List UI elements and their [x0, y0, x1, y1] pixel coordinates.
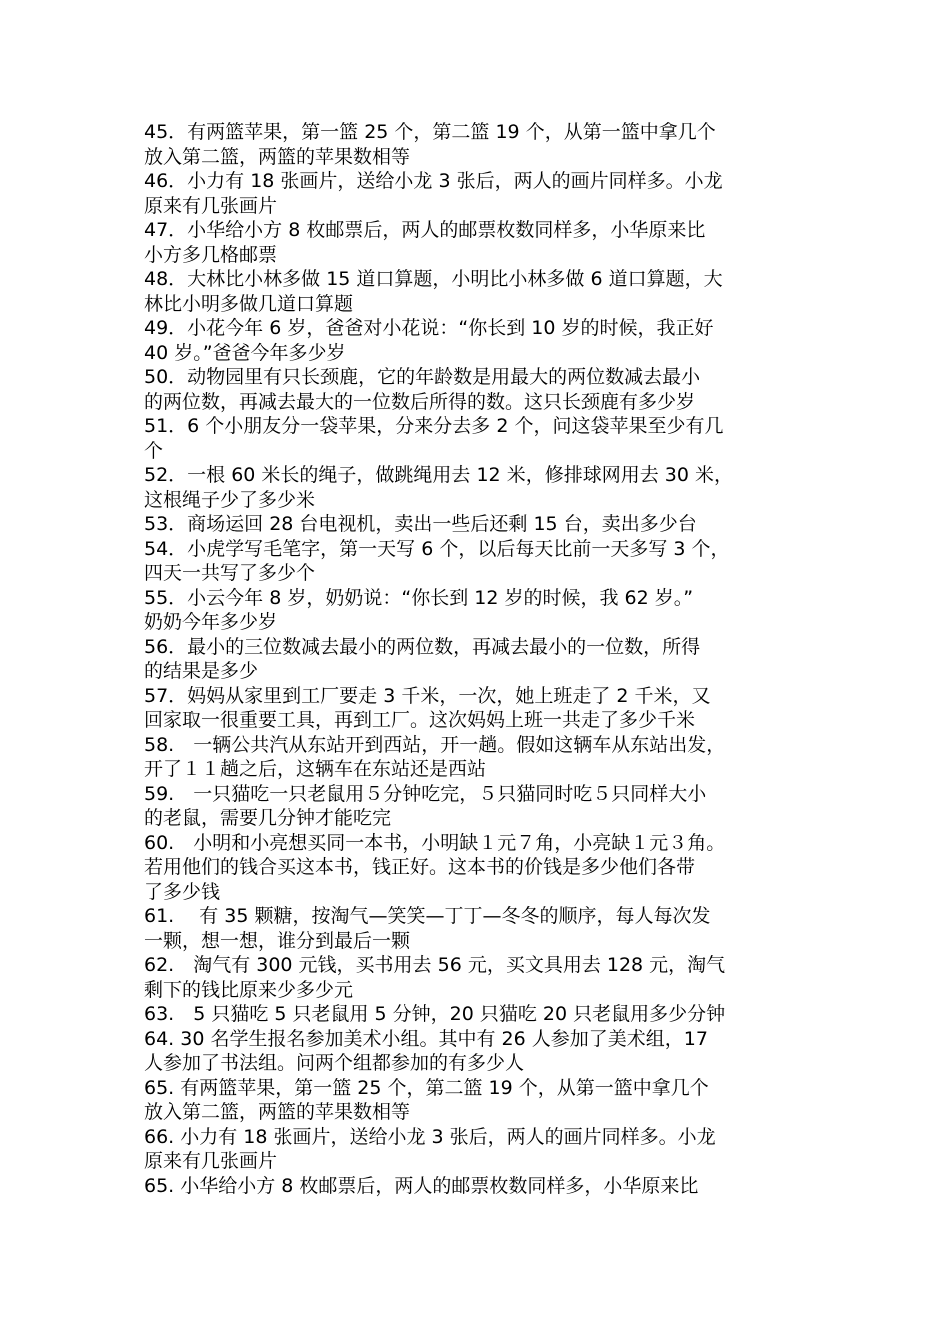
problem-line: 回家取一很重要工具，再到工厂。这次妈妈上班一共走了多少千米	[144, 709, 696, 731]
problem-line: 60. 小明和小亮想买同一本书，小明缺１元７角，小亮缺１元３角。	[144, 831, 726, 854]
problem-line: 61. 有 35 颗糖，按淘气—笑笑—丁丁—冬冬的顺序，每人每次发	[144, 905, 711, 927]
problem-line: 54．小虎学写毛笔字，第一天写 6 个，以后每天比前一天多写 3 个，	[144, 537, 730, 560]
problem-line: 原来有几张画片	[144, 1150, 278, 1172]
problem-line: 65. 小华给小方 8 枚邮票后，两人的邮票枚数同样多，小华原来比	[144, 1174, 699, 1197]
problem-line: 剩下的钱比原来少多少元	[144, 978, 354, 1001]
problem-item	[144, 733, 824, 782]
problem-line: 52．一根 60 米长的绳子，做跳绳用去 12 米，修排球网用去 30 米，	[144, 464, 733, 486]
problem-line: 66. 小力有 18 张画片，送给小龙 3 张后，两人的画片同样多。小龙	[144, 1125, 716, 1148]
problem-line: 49．小花今年 6 岁，爸爸对小花说：“你长到 10 岁的时候，我正好	[144, 317, 714, 339]
problem-item	[144, 1002, 824, 1027]
problem-line: 的两位数，再减去最大的一位数后所得的数。这只长颈鹿有多少岁	[144, 390, 696, 413]
problem-line: 开了１１趟之后，这辆车在东站还是西站	[144, 758, 487, 780]
problem-line: 原来有几张画片	[144, 194, 278, 217]
problem-line: 林比小明多做几道口算题	[144, 292, 354, 315]
problem-line: 奶奶今年多少岁	[144, 611, 278, 633]
problem-item	[144, 831, 824, 905]
problem-line: 的老鼠，需要几分钟才能吃完	[144, 807, 392, 829]
problem-line: 56．最小的三位数减去最小的两位数，再减去最小的一位数，所得	[144, 635, 701, 658]
problem-line: 62. 淘气有 300 元钱，买书用去 56 元，买文具用去 128 元，淘气	[144, 954, 726, 976]
problem-line: 放入第二篮，两篮的苹果数相等	[144, 1101, 411, 1123]
problem-item	[144, 586, 824, 635]
problem-line: 这根绳子少了多少米	[144, 488, 316, 511]
problem-item	[144, 684, 824, 733]
problem-item	[144, 1125, 824, 1174]
problem-item	[144, 365, 824, 414]
problem-line: 55．小云今年 8 岁，奶奶说：“你长到 12 岁的时候，我 62 岁。”	[144, 586, 694, 609]
problem-item	[144, 120, 824, 169]
problem-line: 了多少钱	[144, 880, 221, 903]
problem-line: 40 岁。”爸爸今年多少岁	[144, 341, 346, 364]
problem-line: 57．妈妈从家里到工厂要走 3 千米，一次，她上班走了 2 千米，又	[144, 684, 711, 707]
problem-line: 59. 一只猫吃一只老鼠用５分钟吃完，５只猫同时吃５只同样大小	[144, 782, 707, 805]
problem-item	[144, 218, 824, 267]
problem-line: 小方多几格邮票	[144, 243, 278, 266]
problem-line: 的结果是多少	[144, 660, 259, 682]
problem-line: 47．小华给小方 8 枚邮票后，两人的邮票枚数同样多，小华原来比	[144, 219, 706, 241]
problem-line: 63. 5 只猫吃 5 只老鼠用 5 分钟，20 只猫吃 20 只老鼠用多少分钟	[144, 1003, 726, 1025]
problem-item	[144, 635, 824, 684]
problem-line: 个	[144, 439, 164, 462]
problem-item	[144, 1076, 824, 1125]
document-page	[144, 120, 824, 1198]
problem-line: 四天一共写了多少个	[144, 562, 316, 584]
problem-line: 人参加了书法组。问两个组都参加的有多少人	[144, 1052, 525, 1074]
problem-line: 58. 一辆公共汽从东站开到西站，开一趟。假如这辆车从东站出发，	[144, 733, 726, 756]
problem-item	[144, 1027, 824, 1076]
problem-line: 64. 30 名学生报名参加美术小组。其中有 26 人参加了美术组，17	[144, 1027, 708, 1050]
problem-item	[144, 169, 824, 218]
problem-item	[144, 414, 824, 463]
problem-item	[144, 537, 824, 586]
problem-line: 53．商场运回 28 台电视机，卖出一些后还剩 15 台，卖出多少台	[144, 513, 697, 535]
problem-item	[144, 512, 824, 537]
problem-line: 45．有两篮苹果，第一篮 25 个，第二篮 19 个，从第一篮中拿几个	[144, 121, 716, 143]
problem-line: 若用他们的钱合买这本书，钱正好。这本书的价钱是多少他们各带	[144, 856, 696, 878]
problem-item	[144, 904, 824, 953]
problem-item	[144, 267, 824, 316]
problem-item	[144, 953, 824, 1002]
problem-line: 一颗，想一想，谁分到最后一颗	[144, 929, 411, 952]
problem-line: 51．6 个小朋友分一袋苹果，分来分去多 2 个，问这袋苹果至少有几	[144, 415, 724, 437]
problem-line: 50．动物园里有只长颈鹿，它的年龄数是用最大的两位数减去最小	[144, 366, 701, 388]
problem-item	[144, 1174, 824, 1199]
problem-line: 46．小力有 18 张画片，送给小龙 3 张后，两人的画片同样多。小龙	[144, 170, 723, 192]
problem-item	[144, 782, 824, 831]
problem-line: 65. 有两篮苹果，第一篮 25 个，第二篮 19 个，从第一篮中拿几个	[144, 1076, 709, 1099]
problem-line: 48．大林比小林多做 15 道口算题，小明比小林多做 6 道口算题，大	[144, 268, 723, 290]
problem-item	[144, 316, 824, 365]
problem-item	[144, 463, 824, 512]
problem-line: 放入第二篮，两篮的苹果数相等	[144, 145, 411, 168]
